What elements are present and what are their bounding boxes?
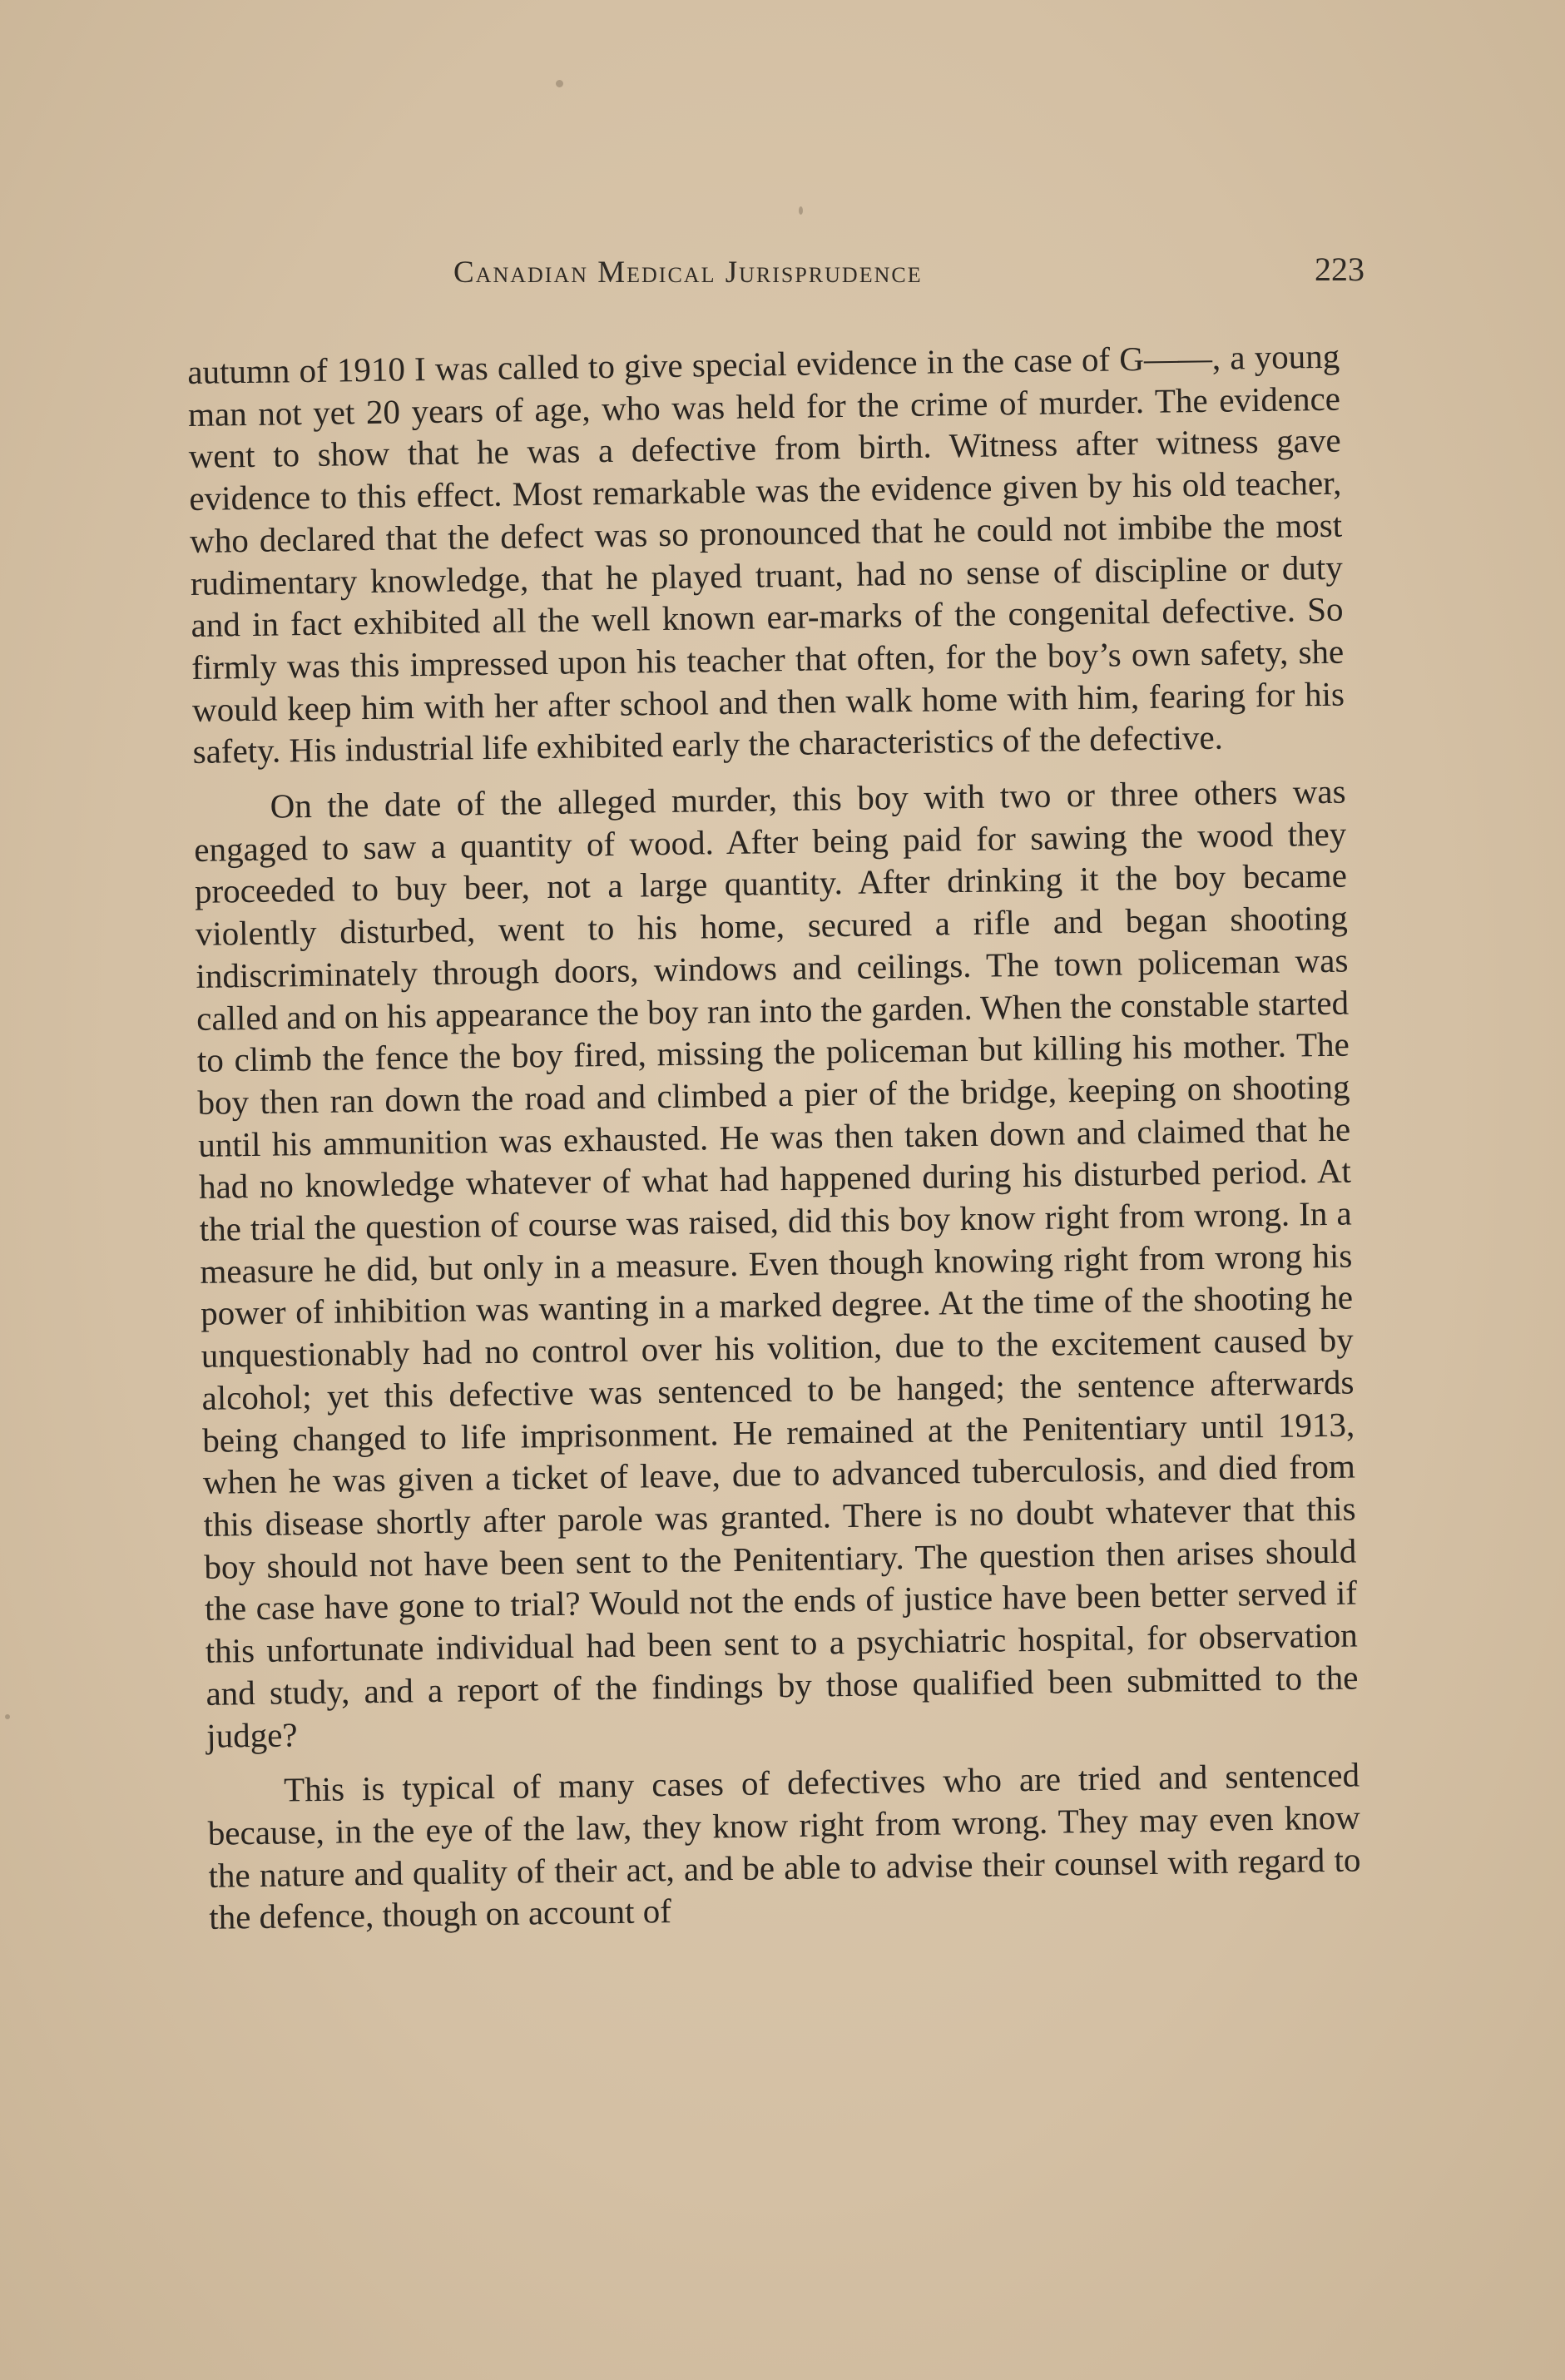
paragraph: autumn of 1910 I was called to give special evidence in the case of G——, a young man not yet 20 years of age, who was held for the crime of murder. The evidence went to show that he was a defective from birth. Witness after witness gave evidence to this effect. Most remarkable was the evidence given by his old teacher, who declared that the defect was so pronounced that he could not imbibe the most rudimentary knowledge, that he played truant, had no sense of discipline or duty and in fact exhibited all the well known ear-marks of the congenital defective. So firmly was this impressed upon his teacher that often, for the boy’s own safety, she would keep him with her after school and then walk home with him, fearing for his safety. His industrial life exhibited early the characteristics of the defective. xyxy=(187,336,1345,771)
body-text xyxy=(187,335,1362,1939)
paragraph: This is typical of many cases of defectives who are tried and sentenced because, in the eye of the law, they know right from wrong. They may even know the nature and quality of their act, and be able to advise their counsel with regard to the defence, though on account of xyxy=(207,1755,1361,1937)
paper-speck xyxy=(556,80,563,87)
page-number: 223 xyxy=(1315,250,1364,288)
paragraph: On the date of the alleged murder, this boy with two or three others was engaged to saw a quantity of wood. After being paid for sawing the wood they proceeded to buy beer, not a large quantity. After drinking it the boy became violently disturbed, went to his home, secured a rifle and began shooting indiscriminately through doors, windows and ceilings. The town policeman was called and on his appearance the boy ran into the garden. When the constable started to climb the fence the boy fired, missing the policeman but killing his mother. The boy then ran down the road and climbed a pier of the bridge, keeping on shooting until his ammunition was exhausted. He was then taken down and claimed that he had no knowledge whatever of what had happened during his disturbed period. At the trial the question of course was raised, did this boy know right from wrong. In a measure he did, but only in a measure. Even though knowing right from wrong his power of inhibition was wanting in a marked degree. At the time of the shooting he unquestionably had no control over his volition, due to the excitement caused by alcohol; yet this defective was sentenced to be hanged; the sentence afterwards being changed to life imprisonment. He remained at the Penitentiary until 1913, when he was given a ticket of leave, due to advanced tuberculosis, and died from this disease shortly after parole was granted. There is no doubt whatever that this boy should not have been sent to the Penitentiary. The question then arises should the case have gone to trial? Would not the ends of justice have been better served if this unfortunate individual had been sent to a psychiatric hospital, for observation and study, and a report of the findings by those qualified been submitted to the judge? xyxy=(194,771,1359,1755)
page-header xyxy=(187,250,1364,308)
running-title: Canadian Medical Jurisprudence xyxy=(453,255,923,290)
book-page xyxy=(187,250,1364,1939)
paper-speck xyxy=(799,206,803,215)
paper-speck xyxy=(5,1714,10,1719)
